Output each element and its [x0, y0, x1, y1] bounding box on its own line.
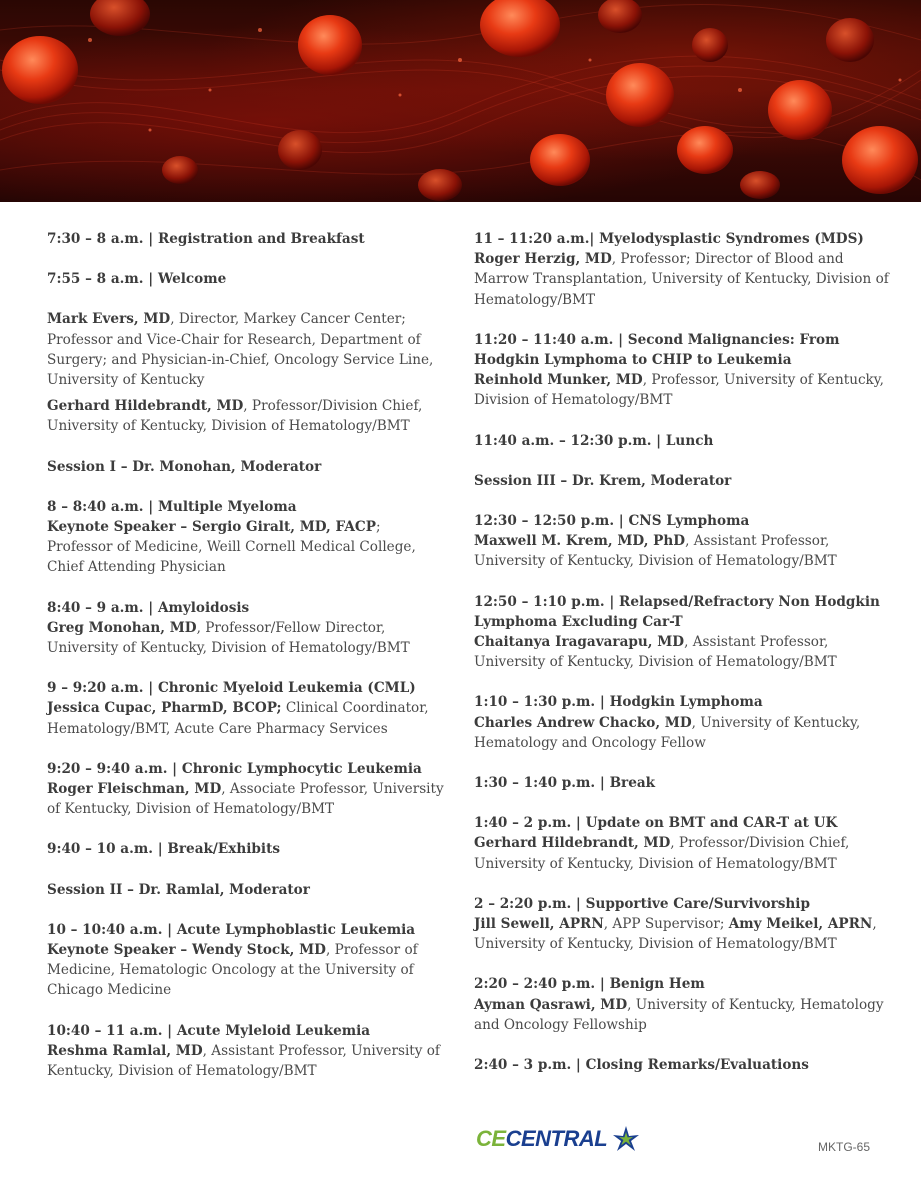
title: Relapsed/Refractory Non Hodgkin Lymphoma Excluding Car-T	[474, 593, 880, 630]
speaker: Maxwell M. Krem, MD, PhD	[474, 533, 686, 550]
schedule-entry: 11:40 a.m. – 12:30 p.m. | Lunch	[474, 432, 714, 449]
session-heading	[47, 880, 447, 900]
time: 2:20 – 2:40 p.m.	[474, 976, 596, 993]
detail: , Professor/Division Chief, University of Kentucky, Division of Hematology/BMT	[474, 835, 850, 872]
schedule-entry: 2:40 – 3 p.m. | Closing Remarks/Evaluations	[474, 1057, 809, 1074]
time: 1:40 – 2 p.m.	[474, 815, 572, 832]
schedule-entry: 9:20 – 9:40 a.m. | Chronic Lymphocytic Leukemia Roger Fleischman, MD, Associate Professor, University of Kentucky, Division of Hematology/BMT	[47, 760, 444, 818]
schedule-entry: 10 – 10:40 a.m. | Acute Lymphoblastic Leukemia Keynote Speaker – Wendy Stock, MD, Professor of Medicine, Hematologic Oncology at the University of Chicago Medicine	[47, 921, 418, 999]
detail: , Professor/Division Chief, University of Kentucky, Division of Hematology/BMT	[47, 398, 423, 435]
schedule-entry: 8 – 8:40 a.m. | Multiple Myeloma Keynote Speaker – Sergio Giralt, MD, FACP; Professor of Medicine, Weill Cornell Medical College, Chief Attending Physician	[47, 498, 416, 576]
detail: , Assistant Professor, University of Kentucky, Division of Hematology/BMT	[474, 634, 837, 671]
schedule-entry: 9:40 – 10 a.m. | Break/Exhibits	[47, 841, 280, 858]
detail-2: , University of Kentucky, Division of Hematology/BMT	[474, 916, 877, 953]
star-burst-icon	[609, 1124, 643, 1154]
speaker: Gerhard Hildebrandt, MD	[474, 835, 671, 852]
detail: Clinical Coordinator, Hematology/BMT, Acute Care Pharmacy Services	[47, 700, 429, 737]
time: 9:40 – 10 a.m.	[47, 841, 153, 858]
title: Supportive Care/Survivorship	[585, 895, 810, 912]
time: 9 – 9:20 a.m.	[47, 680, 144, 697]
schedule-entry: 7:55 – 8 a.m. | Welcome	[47, 271, 227, 288]
title: Benign Hem	[609, 976, 705, 993]
title: Update on BMT and CAR-T at UK	[585, 815, 838, 832]
title: Hodgkin Lymphoma	[609, 694, 763, 711]
separator: |	[589, 231, 600, 247]
time: 2 – 2:20 p.m.	[474, 895, 572, 912]
time: 12:30 – 12:50 p.m.	[474, 513, 615, 530]
detail: , Assistant Professor, University of Kentucky, Division of Hematology/BMT	[47, 1042, 440, 1080]
speaker: Keynote Speaker – Wendy Stock, MD	[47, 942, 326, 959]
schedule-entry: 9 – 9:20 a.m. | Chronic Myeloid Leukemia (CML) Jessica Cupac, PharmD, BCOP; Clinical Coordinator, Hematology/BMT, Acute Care Pharmacy Services	[47, 680, 429, 737]
session-title: Session III – Dr. Krem, Moderator	[474, 472, 732, 489]
schedule-entry: 1:30 – 1:40 p.m. | Break	[474, 775, 656, 792]
title: Break	[609, 775, 656, 792]
title: Chronic Myeloid Leukemia (CML)	[157, 680, 416, 697]
schedule-entry: 8:40 – 9 a.m. | Amyloidosis Greg Monohan, MD, Professor/Fellow Director, University of Kentucky, Division of Hematology/BMT	[47, 599, 410, 657]
time: 11:40 a.m. – 12:30 p.m.	[474, 432, 652, 449]
detail: , University of Kentucky, Hematology and Oncology Fellowship	[474, 996, 884, 1033]
speaker: Gerhard Hildebrandt, MD	[47, 398, 244, 415]
title: Registration and Breakfast	[157, 231, 365, 247]
title: Lunch	[665, 432, 714, 449]
schedule-entry: 1:40 – 2 p.m. | Update on BMT and CAR-T at UK Gerhard Hildebrandt, MD, Professor/Division Chief, University of Kentucky, Division of Hematology/BMT	[474, 815, 850, 872]
title: Amyloidosis	[157, 599, 250, 616]
speaker: Roger Fleischman, MD	[47, 781, 222, 798]
speaker: Charles Andrew Chacko, MD	[474, 714, 692, 731]
title: Second Malignancies: From Hodgkin Lymphoma to CHIP to Leukemia	[474, 331, 840, 369]
detail: , Professor; Director of Blood and Marrow Transplantation, University of Kentucky, Division of Hematology/BMT	[474, 251, 889, 308]
detail: , Associate Professor, University of Kentucky, Division of Hematology/BMT	[47, 781, 444, 818]
time: 11:20 – 11:40 a.m.	[474, 331, 614, 348]
schedule-entry: 12:50 – 1:10 p.m. | Relapsed/Refractory Non Hodgkin Lymphoma Excluding Car-T Chaitanya Iragavarapu, MD, Assistant Professor, University of Kentucky, Division of Hematology/BMT	[474, 593, 880, 671]
speaker: Jessica Cupac, PharmD, BCOP;	[47, 700, 282, 717]
schedule-entry: 10:40 – 11 a.m. | Acute Myleloid Leukemia Reshma Ramlal, MD, Assistant Professor, University of Kentucky, Division of Hematology/BMT	[47, 1022, 440, 1080]
time: 9:20 – 9:40 a.m.	[47, 760, 168, 777]
speaker-entry	[47, 309, 447, 390]
speaker-2: Amy Meikel, APRN	[728, 916, 873, 933]
detail: ; Professor of Medicine, Weill Cornell Medical College, Chief Attending Physician	[47, 519, 416, 576]
session-title: Session I – Dr. Monohan, Moderator	[47, 458, 322, 475]
title: Chronic Lymphocytic Leukemia	[181, 760, 422, 777]
time: 2:40 – 3 p.m.	[474, 1057, 572, 1074]
time: 8:40 – 9 a.m.	[47, 599, 144, 616]
schedule-left-column	[47, 229, 447, 1101]
schedule-entry: 11:20 – 11:40 a.m. | Second Malignancies: From Hodgkin Lymphoma to CHIP to Leukemia Reinhold Munker, MD, Professor, University of Kentucky, Division of Hematology/BMT	[474, 331, 884, 409]
blood-cells-image	[0, 0, 921, 202]
schedule-entry: 2 – 2:20 p.m. | Supportive Care/Survivorship Jill Sewell, APRN, APP Supervisor; Amy Meikel, APRN, University of Kentucky, Division of Hematology/BMT	[474, 895, 877, 953]
schedule-entry: 7:30 – 8 a.m. | Registration and Breakfast	[47, 231, 365, 247]
session-heading	[47, 457, 447, 477]
detail: , Professor, University of Kentucky, Division of Hematology/BMT	[474, 372, 884, 409]
schedule-entry: 1:10 – 1:30 p.m. | Hodgkin Lymphoma Charles Andrew Chacko, MD, University of Kentucky, Hematology and Oncology Fellow	[474, 694, 861, 751]
schedule-entry	[474, 229, 894, 310]
time: 10:40 – 11 a.m.	[47, 1022, 163, 1039]
schedule-entry: 2:20 – 2:40 p.m. | Benign Hem Ayman Qasrawi, MD, University of Kentucky, Hematology and Oncology Fellowship	[474, 976, 884, 1033]
title: Acute Lymphoblastic Leukemia	[176, 921, 416, 938]
time: 7:55 – 8 a.m.	[47, 271, 144, 288]
title: Break/Exhibits	[167, 841, 280, 858]
time: 7:30 – 8 a.m.	[47, 231, 144, 247]
title: CNS Lymphoma	[628, 513, 750, 530]
speaker: Jill Sewell, APRN	[474, 916, 604, 933]
speaker: Keynote Speaker – Sergio Giralt, MD, FACP	[47, 519, 376, 536]
speaker: Reinhold Munker, MD	[474, 372, 643, 389]
time: 8 – 8:40 a.m.	[47, 498, 144, 515]
speaker: Mark Evers, MD	[47, 311, 171, 328]
detail: , University of Kentucky, Hematology and Oncology Fellow	[474, 714, 861, 751]
detail: , Assistant Professor, University of Kentucky, Division of Hematology/BMT	[474, 533, 837, 570]
document-code: MKTG-65	[818, 1140, 871, 1154]
speaker-entry	[47, 396, 447, 436]
detail: , Professor/Fellow Director, University of Kentucky, Division of Hematology/BMT	[47, 619, 410, 657]
time: 11 – 11:20 a.m.	[474, 231, 590, 247]
title: Closing Remarks/Evaluations	[585, 1057, 809, 1074]
time: 10 – 10:40 a.m.	[47, 921, 168, 938]
schedule-right-column	[474, 229, 894, 1095]
cecentral-logo	[476, 1124, 643, 1154]
detail: , Professor of Medicine, Hematologic Oncology at the University of Chicago Medicine	[47, 942, 418, 999]
title: Myelodysplastic Syndromes (MDS)	[599, 231, 864, 247]
session-title: Session II – Dr. Ramlal, Moderator	[47, 881, 310, 898]
title: Welcome	[157, 271, 227, 288]
header-banner	[0, 0, 921, 202]
schedule-entry: 12:30 – 12:50 p.m. | CNS Lymphoma Maxwell M. Krem, MD, PhD, Assistant Professor, University of Kentucky, Division of Hematology/BMT	[474, 513, 837, 570]
session-heading	[474, 471, 894, 491]
speaker: Reshma Ramlal, MD	[47, 1042, 203, 1059]
time: 1:10 – 1:30 p.m.	[474, 694, 596, 711]
speaker: Chaitanya Iragavarapu, MD	[474, 634, 685, 651]
speaker: Roger Herzig, MD	[474, 251, 612, 268]
title: Acute Myleloid Leukemia	[176, 1022, 371, 1039]
speaker: Greg Monohan, MD	[47, 619, 197, 636]
time: 1:30 – 1:40 p.m.	[474, 775, 596, 792]
speaker: Ayman Qasrawi, MD	[474, 996, 628, 1013]
detail: , APP Supervisor;	[603, 916, 729, 933]
detail: , Director, Markey Cancer Center; Professor and Vice-Chair for Research, Department of Surgery; and Physician-in-Chief, Oncology Service Line, University of Kentucky	[47, 311, 434, 389]
logo-ce-text: CE	[476, 1126, 506, 1151]
logo-central-text: CENTRAL	[505, 1126, 608, 1151]
title: Multiple Myeloma	[157, 498, 297, 515]
time: 12:50 – 1:10 p.m.	[474, 593, 605, 610]
